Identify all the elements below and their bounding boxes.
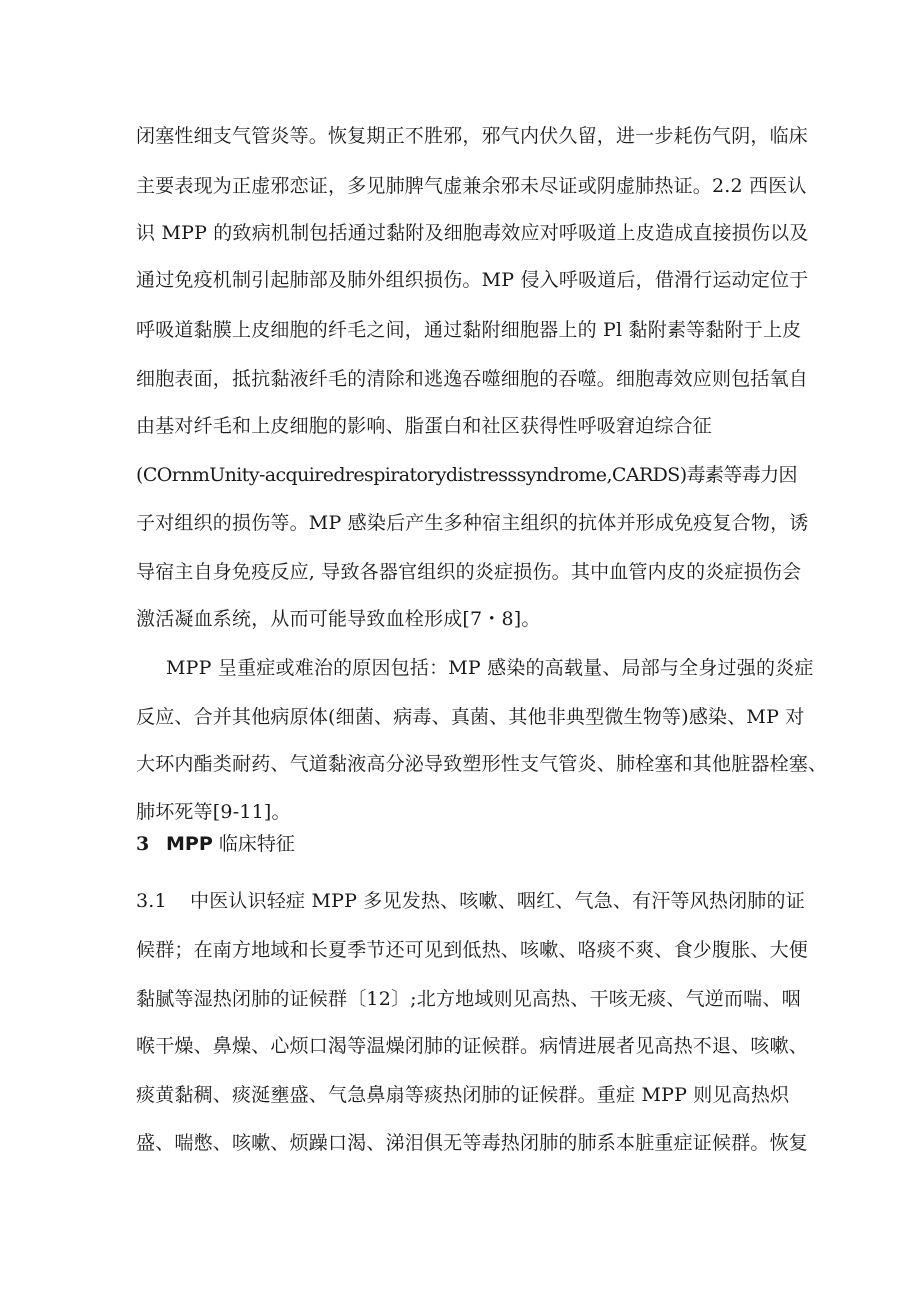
text-line: 子对组织的损伤等。MP 感染后产生多种宿主组织的抗体并形成免疫复合物，诱 <box>136 512 809 534</box>
section-title-bold: MPP <box>166 833 213 855</box>
subsection-number: 3.1 <box>136 890 167 912</box>
text-line: (COrnmUnity-acquiredrespiratorydistresssyndrome,CARDS)毒素等毒力因 <box>136 464 797 486</box>
text-line: 导宿主自身免疫反应, 导致各器官组织的炎症损伤。其中血管内皮的炎症损伤会 <box>136 561 802 583</box>
section-heading <box>136 832 295 856</box>
text-line: 识 MPP 的致病机制包括通过黏附及细胞毒效应对呼吸道上皮造成直接损伤以及 <box>136 222 809 244</box>
section-number: 3 <box>136 833 150 855</box>
text-line: 候群；在南方地域和长夏季节还可见到低热、咳嗽、咯痰不爽、食少腹胀、大便 <box>136 939 809 961</box>
text-line: 肺坏死等[9-11]。 <box>136 801 291 823</box>
subsection-first-line: 中医认识轻症 MPP 多见发热、咳嗽、咽红、气急、有汗等风热闭肺的证 <box>190 890 805 912</box>
text-line: 主要表现为正虚邪恋证，多见肺脾气虚兼余邪未尽证或阴虚肺热证。2.2 西医认 <box>136 175 807 197</box>
text-line: 细胞表面，抵抗黏液纤毛的清除和逃逸吞噬细胞的吞噬。细胞毒效应则包括氧自 <box>136 368 809 390</box>
text-line: 呼吸道黏膜上皮细胞的纤毛之间，通过黏附细胞器上的 Pl 黏附素等黏附于上皮 <box>136 319 802 341</box>
text-line: 闭塞性细支气管炎等。恢复期正不胜邪，邪气内伏久留，进一步耗伤气阴，临床 <box>136 125 809 147</box>
text-line: 盛、喘憋、咳嗽、烦躁口渴、涕泪俱无等毒热闭肺的肺系本脏重症证候群。恢复 <box>136 1132 809 1154</box>
text-line: 大环内酯类耐药、气道黏液高分泌导致塑形性支气管炎、肺栓塞和其他脏器栓塞、 <box>136 753 828 775</box>
text-line: 激活凝血系统，从而可能导致血栓形成[7・8]。 <box>136 608 541 630</box>
text-line: 黏腻等湿热闭肺的证候群〔12〕;北方地域则见高热、干咳无痰、气逆而喘、咽 <box>136 988 801 1010</box>
text-line <box>136 889 805 913</box>
text-line: 由基对纤毛和上皮细胞的影响、脂蛋白和社区获得性呼吸窘迫综合征 <box>136 415 713 437</box>
text-line: 反应、合并其他病原体(细菌、病毒、真菌、其他非典型微生物等)感染、MP 对 <box>136 706 805 728</box>
text-line: 痰黄黏稠、痰涎壅盛、气急鼻扇等痰热闭肺的证候群。重症 MPP 则见高热炽 <box>136 1084 790 1106</box>
text-line: 喉干燥、鼻燥、心烦口渴等温燥闭肺的证候群。病情进展者见高热不退、咳嗽、 <box>136 1035 809 1057</box>
text-line: 通过免疫机制引起肺部及肺外组织损伤。MP 侵入呼吸道后，借滑行运动定位于 <box>136 269 809 291</box>
text-line: MPP 呈重症或难治的原因包括：MP 感染的高载量、局部与全身过强的炎症 <box>166 657 814 679</box>
section-title-rest: 临床特征 <box>218 833 295 855</box>
